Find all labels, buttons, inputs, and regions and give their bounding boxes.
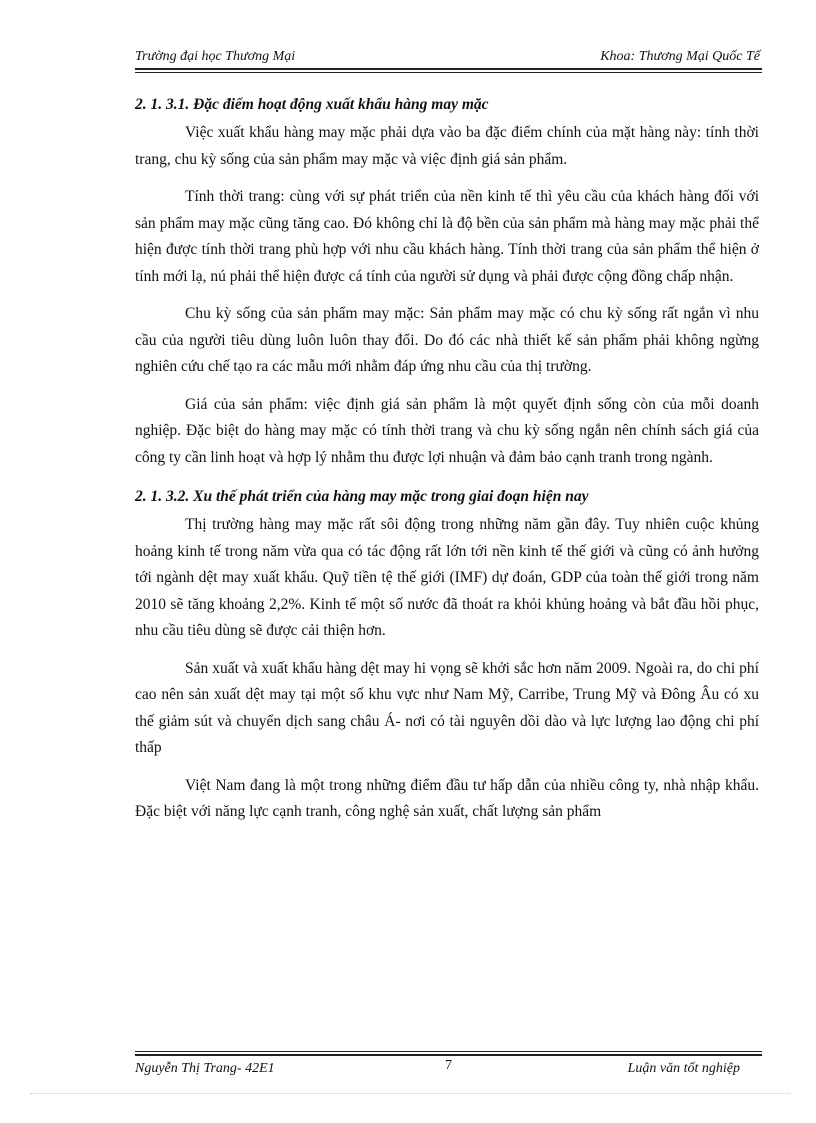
header-faculty: Khoa: Thương Mại Quốc Tế: [600, 49, 760, 64]
page-number: 7: [445, 1058, 452, 1073]
page-body: [135, 90, 759, 837]
header-school: Trường đại học Thương Mại: [135, 49, 296, 64]
paragraph: Việt Nam đang là một trong những điểm đầu tư hấp dẫn của nhiều công ty, nhà nhập khẩu. Đặc biệt với năng lực cạnh tranh, công nghệ sản xuất, chất lượng sản phẩm: [135, 776, 759, 820]
page-footer: [135, 1058, 762, 1078]
paragraph: Chu kỳ sống của sản phẩm may mặc: Sản phẩm may mặc có chu kỳ sống rất ngắn vì nhu cầu của người tiêu dùng luôn luôn thay đổi. Do đó các nhà thiết kế sản phẩm phải không ngừng nghiên cứu chế tạo ra các mẫu mới nhằm đáp ứng nhu cầu của thị trường.: [135, 305, 759, 375]
paragraph: Sản xuất và xuất khẩu hàng dệt may hi vọng sẽ khởi sắc hơn năm 2009. Ngoài ra, do chi phí cao nên sản xuất dệt may tại một số khu vực như Nam Mỹ, Carribe, Trung Mỹ và Đông Âu có xu thế giảm sút và chuyển dịch sang châu Á- nơi có tài nguyên dồi dào và lực lượng lao động chi phí thấp: [135, 659, 759, 756]
paragraph: Giá của sản phẩm: việc định giá sản phẩm là một quyết định sống còn của mỗi doanh nghiệp. Đặc biệt do hàng may mặc có tính thời trang và chu kỳ sống ngắn nên chính sách giá của công ty cần linh hoạt và hợp lý nhằm thu được lợi nhuận và đảm bảo cạnh tranh trong ngành.: [135, 395, 759, 466]
footer-rule-thin: [135, 1051, 762, 1052]
paragraph: Thị trường hàng may mặc rất sôi động trong những năm gần đây. Tuy nhiên cuộc khủng hoảng kinh tế trong năm vừa qua có tác động rất lớn tới nền kinh tế thế giới và cũng có ảnh hưởng tới ngành dệt may xuất khẩu. Quỹ tiền tệ thế giới (IMF) dự đoán, GDP của toàn thế giới trong năm 2010 sẽ tăng khoảng 2,2%. Kinh tế một số nước đã thoát ra khỏi khủng hoảng và bắt đầu hồi phục, nhu cầu tiêu dùng sẽ được cải thiện hơn.: [135, 516, 759, 639]
paragraph: Việc xuất khẩu hàng may mặc phải dựa vào ba đặc điểm chính của mặt hàng này: tính thời trang, chu kỳ sống của sản phẩm may mặc và việc định giá sản phẩm.: [135, 124, 759, 168]
page-boundary-dotted-line: [30, 1093, 790, 1094]
footer-rule-thick: [135, 1054, 762, 1056]
section-heading-3-2: 2. 1. 3.2. Xu thế phát triển của hàng may mặc trong giai đoạn hiện nay: [135, 488, 589, 505]
header-rule-thick: [135, 68, 762, 70]
section-heading-3-1: 2. 1. 3.1. Đặc điểm hoạt động xuất khẩu hàng may mặc: [135, 96, 489, 113]
page-header: [135, 49, 762, 67]
footer-author: Nguyễn Thị Trang- 42E1: [135, 1061, 275, 1076]
header-rule-thin: [135, 72, 762, 73]
paragraph: Tính thời trang: cùng với sự phát triển của nền kinh tế thì yêu cầu của khách hàng đối với sản phẩm may mặc cũng tăng cao. Đó không chỉ là độ bền của sản phẩm mà hàng may mặc phải thể hiện được tính thời trang phù hợp với nhu cầu khách hàng. Tính thời trang của sản phẩm thể hiện ở tính mới lạ, nú phải thể hiện được cá tính của người sử dụng và phải được cộng đồng chấp nhận.: [135, 188, 759, 285]
footer-doc-type: Luận văn tốt nghiệp: [627, 1061, 740, 1076]
